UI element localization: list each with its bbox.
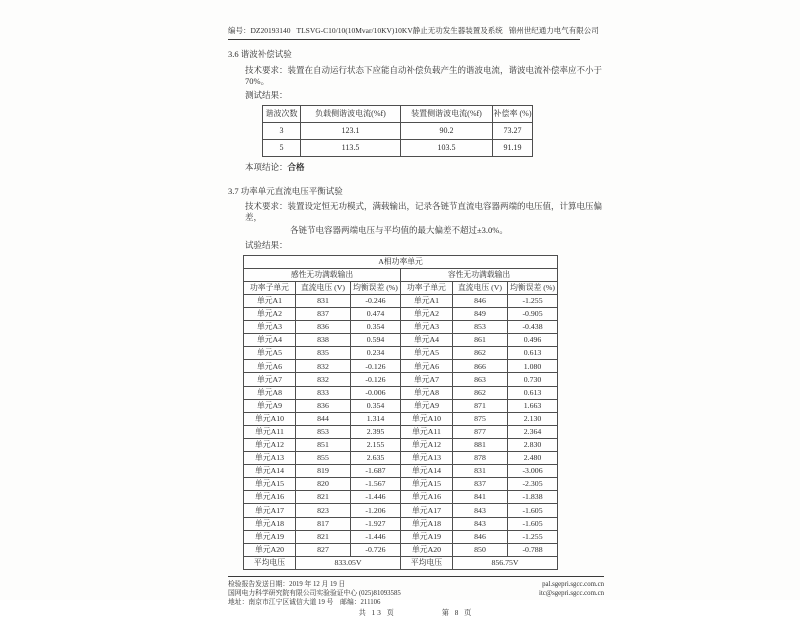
table-cell: 2.480: [508, 452, 558, 465]
table-cell: 单元A9: [401, 399, 453, 412]
table-cell: 835: [296, 347, 351, 360]
table-cell: 单元A3: [401, 321, 453, 334]
table-row: [244, 294, 558, 307]
table-cell: 862: [453, 386, 508, 399]
table-cell: 单元A11: [401, 425, 453, 438]
table-cell: 单元A15: [244, 478, 296, 491]
table-row: [244, 308, 558, 321]
table-cell: 1.663: [508, 399, 558, 412]
table-cell: 821: [296, 491, 351, 504]
table-cell: 862: [453, 347, 508, 360]
table-cell: 2.395: [351, 425, 401, 438]
table-row: [244, 360, 558, 373]
table-cell: 2.364: [508, 425, 558, 438]
table-cell: 113.5: [301, 139, 401, 156]
table-cell: 1.080: [508, 360, 558, 373]
table-row: [244, 438, 558, 451]
table-row: [244, 517, 558, 530]
org-address: 地址：南京市江宁区诚信大道 19 号 邮编：211106: [228, 599, 381, 607]
table-cell: -0.006: [351, 386, 401, 399]
table-cell: 843: [453, 517, 508, 530]
table-cell: 单元A10: [401, 412, 453, 425]
website-url: pal.sgepri.sgcc.com.cn: [542, 580, 604, 588]
table-cell: 90.2: [401, 122, 493, 139]
table-cell: 单元A13: [244, 452, 296, 465]
table-cell: 837: [453, 478, 508, 491]
group-header-inductive: 感性无功满载输出: [244, 268, 401, 281]
document-content: [228, 26, 606, 619]
table-cell: 819: [296, 465, 351, 478]
table-row: [244, 399, 558, 412]
table-cell: 单元A5: [244, 347, 296, 360]
table-cell: 单元A5: [401, 347, 453, 360]
table-row: [244, 412, 558, 425]
table-cell: 853: [296, 425, 351, 438]
table-row: [244, 425, 558, 438]
footer-links-block: [539, 580, 604, 608]
conclusion-label: 本项结论：: [245, 161, 288, 172]
table-cell: -1.255: [508, 294, 558, 307]
table-cell: 853: [453, 321, 508, 334]
col-header: 直流电压 (V): [296, 281, 351, 294]
table-cell: 2.635: [351, 452, 401, 465]
table-cell: 单元A2: [401, 308, 453, 321]
table-cell: 单元A15: [401, 478, 453, 491]
table-cell: -1.446: [351, 530, 401, 543]
section-3-7-heading: 3.7 功率单元直流电压平衡试验: [228, 185, 343, 196]
table-row: [244, 465, 558, 478]
table-cell: 863: [453, 373, 508, 386]
table-cell: 单元A16: [401, 491, 453, 504]
email-address: itc@sgepri.sgcc.com.cn: [539, 590, 604, 598]
table-title-row: [244, 255, 558, 268]
table-cell: -1.605: [508, 504, 558, 517]
table-cell: 833: [296, 386, 351, 399]
table-row: [244, 386, 558, 399]
table-cell: 单元A10: [244, 412, 296, 425]
section-3-7-requirement-line2: 各链节电容器两端电压与平均值的最大偏差不超过±3.0%。: [290, 225, 508, 236]
table-row: [244, 334, 558, 347]
table-cell: 871: [453, 399, 508, 412]
table-cell: 866: [453, 360, 508, 373]
col-header: 谐波次数: [263, 105, 301, 122]
table-cell: -0.905: [508, 308, 558, 321]
table-cell: -1.687: [351, 465, 401, 478]
table-cell: 823: [296, 504, 351, 517]
table-cell: 0.613: [508, 386, 558, 399]
table-cell: 103.5: [401, 139, 493, 156]
table-cell: 单元A11: [244, 425, 296, 438]
col-header: 功率子单元: [244, 281, 296, 294]
table-cell: 836: [296, 399, 351, 412]
table-row: [244, 347, 558, 360]
table-row: [244, 452, 558, 465]
total-pages: 共 13 页: [358, 609, 396, 618]
col-header: 均衡误差 (%): [351, 281, 401, 294]
table-cell: 单元A2: [244, 308, 296, 321]
table-cell: 0.474: [351, 308, 401, 321]
table-cell: 单元A19: [244, 530, 296, 543]
table-cell: 849: [453, 308, 508, 321]
harmonic-compensation-table: [262, 105, 533, 157]
table-cell: -0.246: [351, 294, 401, 307]
table-cell: 0.234: [351, 347, 401, 360]
table-cell: 单元A17: [244, 504, 296, 517]
col-header: 装置侧谐波电流(%f): [401, 105, 493, 122]
table-cell: 881: [453, 438, 508, 451]
current-page: 第 8 页: [441, 609, 474, 618]
report-send-date: 检验报告发送日期：2019 年 12 月 19 日: [228, 580, 346, 588]
table-cell: 单元A7: [244, 373, 296, 386]
page-footer: [228, 576, 604, 619]
table-cell: 单元A14: [244, 465, 296, 478]
section-3-6-requirement: 技术要求：装置在自动运行状态下应能自动补偿负载产生的谐波电流，谐波电流补偿率应不小于 70%。: [245, 65, 603, 86]
table-row: [244, 491, 558, 504]
table-cell: 832: [296, 360, 351, 373]
table-cell: 855: [296, 452, 351, 465]
table-cell: 861: [453, 334, 508, 347]
table-cell: 单元A17: [401, 504, 453, 517]
table-cell: -0.126: [351, 373, 401, 386]
table-cell: 841: [453, 491, 508, 504]
table-cell: -1.567: [351, 478, 401, 491]
table-cell: -0.126: [351, 360, 401, 373]
table-cell: 2.830: [508, 438, 558, 451]
table-row: [244, 373, 558, 386]
table-cell: 846: [453, 294, 508, 307]
table-cell: 831: [453, 465, 508, 478]
table-cell: 0.730: [508, 373, 558, 386]
table-cell: -1.838: [508, 491, 558, 504]
table-cell: 单元A4: [244, 334, 296, 347]
table-cell: 0.496: [508, 334, 558, 347]
page-header: [228, 26, 599, 40]
table-cell: 1.314: [351, 412, 401, 425]
table-cell: 844: [296, 412, 351, 425]
table-cell: 单元A1: [244, 294, 296, 307]
dc-voltage-balance-table: [243, 255, 558, 570]
table-cell: 5: [263, 139, 301, 156]
page-number-line: [228, 609, 604, 619]
table-cell: 2.130: [508, 412, 558, 425]
table-cell: -1.446: [351, 491, 401, 504]
table-cell: 123.1: [301, 122, 401, 139]
table-cell: 单元A1: [401, 294, 453, 307]
table-cell: 单元A12: [401, 438, 453, 451]
table-cell: 878: [453, 452, 508, 465]
table-cell: 单元A8: [401, 386, 453, 399]
table-cell: -1.206: [351, 504, 401, 517]
table-cell: -2.305: [508, 478, 558, 491]
test-result-label: 试验结果：: [245, 240, 288, 250]
table-cell: 单元A4: [401, 334, 453, 347]
table-cell: 827: [296, 543, 351, 556]
avg-label: 平均电压: [401, 556, 453, 569]
table-row: [244, 478, 558, 491]
table-cell: 820: [296, 478, 351, 491]
avg-label: 平均电压: [244, 556, 296, 569]
table-cell: -0.438: [508, 321, 558, 334]
section-3-6-heading: 3.6 谐波补偿试验: [228, 49, 292, 60]
table-cell: 0.354: [351, 321, 401, 334]
table-cell: 838: [296, 334, 351, 347]
table-group-header-row: [244, 268, 558, 281]
table-row: [244, 504, 558, 517]
section-3-7-requirement-line1: 技术要求：装置设定恒无功模式，满载输出，记录各链节直流电容器两端的电压值，计算电压偏差，: [245, 201, 603, 222]
table-cell: 832: [296, 373, 351, 386]
org-name-phone: 国网电力科学研究院有限公司实验验证中心 (025)81093585: [228, 590, 401, 598]
average-row: [244, 556, 558, 569]
company-name: 锦州世纪通力电气有限公司: [508, 26, 599, 35]
conclusion-line: [245, 162, 606, 173]
table-cell: 850: [453, 543, 508, 556]
table-cell: 单元A18: [401, 517, 453, 530]
table-title: A相功率单元: [244, 255, 558, 268]
table-cell: 821: [296, 530, 351, 543]
table-cell: 73.27: [493, 122, 533, 139]
group-header-capacitive: 容性无功满载输出: [401, 268, 558, 281]
table-cell: 单元A6: [401, 360, 453, 373]
table-cell: 3: [263, 122, 301, 139]
table-row: [263, 139, 533, 156]
col-header: 补偿率 (%): [493, 105, 533, 122]
table-cell: 单元A12: [244, 438, 296, 451]
table-cell: 单元A13: [401, 452, 453, 465]
table-cell: 2.155: [351, 438, 401, 451]
table-cell: 817: [296, 517, 351, 530]
table-cell: -1.927: [351, 517, 401, 530]
table-cell: 单元A14: [401, 465, 453, 478]
table-cell: -0.788: [508, 543, 558, 556]
table-header-row: [263, 105, 533, 122]
table-cell: 单元A20: [244, 543, 296, 556]
table-cell: 单元A7: [401, 373, 453, 386]
table-cell: 单元A6: [244, 360, 296, 373]
table-cell: 836: [296, 321, 351, 334]
table-cell: 单元A20: [401, 543, 453, 556]
table-header-row: [244, 281, 558, 294]
table-cell: 91.19: [493, 139, 533, 156]
table-cell: 0.594: [351, 334, 401, 347]
test-result-label: 测试结果：: [245, 90, 288, 101]
col-header: 直流电压 (V): [453, 281, 508, 294]
footer-contact-block: [228, 580, 401, 608]
table-cell: 单元A8: [244, 386, 296, 399]
doc-number: 编号：DZ20193140: [228, 26, 291, 35]
col-header: 均衡误差 (%): [508, 281, 558, 294]
avg-value-capacitive: 856.75V: [453, 556, 558, 569]
table-cell: -1.605: [508, 517, 558, 530]
table-cell: 831: [296, 294, 351, 307]
table-cell: 单元A16: [244, 491, 296, 504]
table-cell: 846: [453, 530, 508, 543]
table-cell: 单元A18: [244, 517, 296, 530]
conclusion-value: 合格: [287, 161, 305, 172]
avg-value-inductive: 833.05V: [296, 556, 401, 569]
table-cell: 0.613: [508, 347, 558, 360]
table-row: [263, 122, 533, 139]
table-cell: 单元A9: [244, 399, 296, 412]
table-cell: 单元A19: [401, 530, 453, 543]
table-cell: 851: [296, 438, 351, 451]
table-row: [244, 530, 558, 543]
table-cell: -1.255: [508, 530, 558, 543]
table-cell: 837: [296, 308, 351, 321]
table-cell: -3.006: [508, 465, 558, 478]
table-cell: 843: [453, 504, 508, 517]
col-header: 功率子单元: [401, 281, 453, 294]
table-cell: -0.726: [351, 543, 401, 556]
table-cell: 单元A3: [244, 321, 296, 334]
table-row: [244, 321, 558, 334]
table-row: [244, 543, 558, 556]
table-cell: 877: [453, 425, 508, 438]
table-cell: 0.354: [351, 399, 401, 412]
col-header: 负载侧谐波电流(%f): [301, 105, 401, 122]
table-cell: 875: [453, 412, 508, 425]
doc-title: TLSVG-C10/10(10Mvar/10KV)10KV静止无功发生器装置及系统: [296, 26, 503, 35]
